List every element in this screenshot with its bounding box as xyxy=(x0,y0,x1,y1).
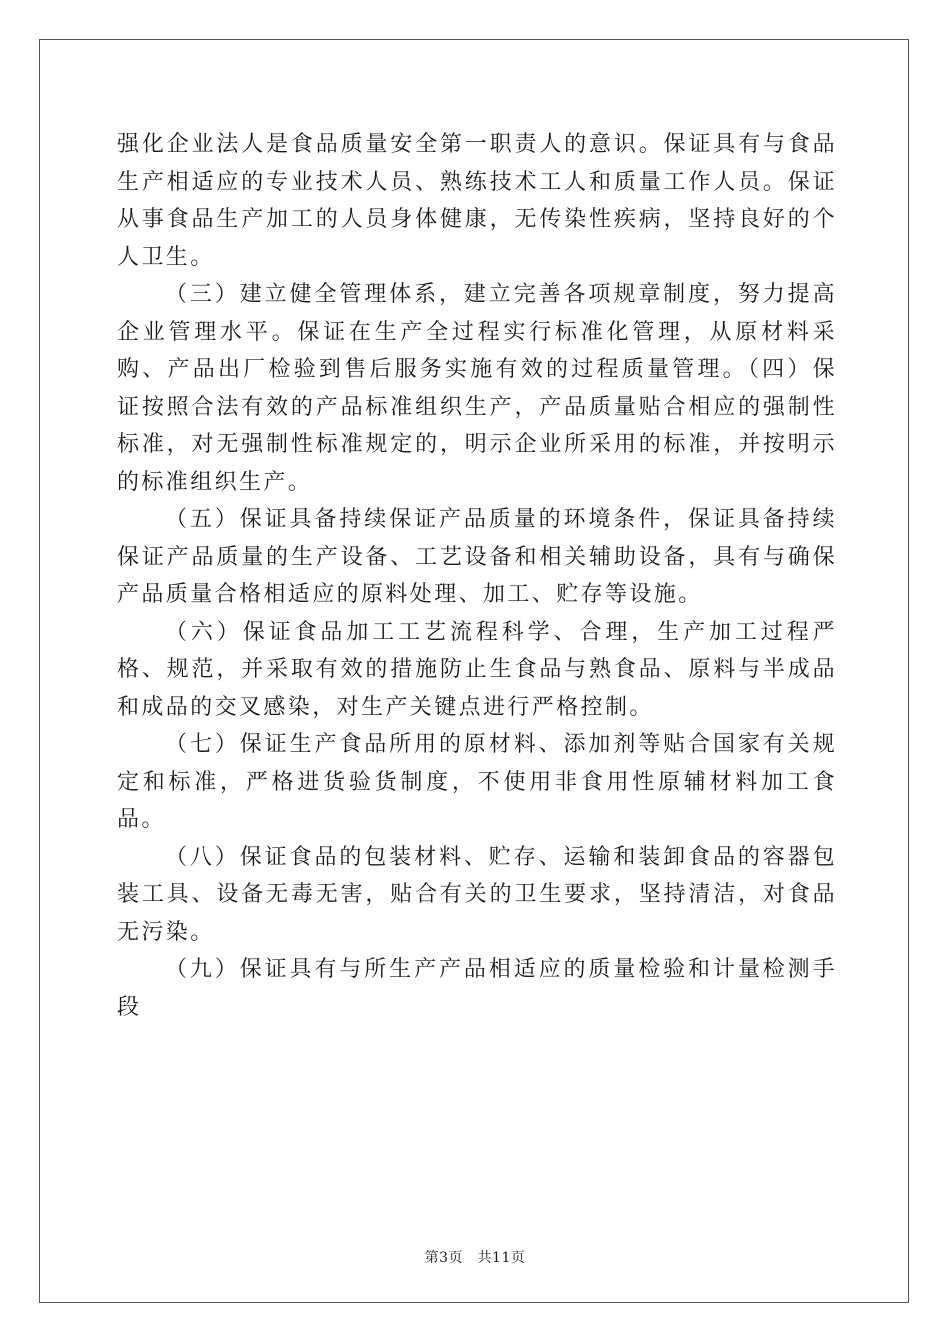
paragraph-section-9: （九）保证具有与所生产产品相适应的质量检验和计量检测手段 xyxy=(117,957,837,1020)
paragraph-section-5: （五）保证具备持续保证产品质量的环境条件，保证具备持续保证产品质量的生产设备、工艺设备和相关辅助设备，具有与确保产品质量合格相适应的原料处理、加工、贮存等设施。 xyxy=(117,507,837,607)
paragraph-section-3-4: （三）建立健全管理体系，建立完善各项规章制度，努力提高企业管理水平。保证在生产全过程实行标准化管理，从原材料采购、产品出厂检验到售后服务实施有效的过程质量管理。（四）保证按照合法有效的产品标准组织生产，产品质量贴合相应的强制性标准，对无强制性标准规定的，明示企业所采用的标准，并按明示的标准组织生产。 xyxy=(117,282,837,495)
paragraph-section-7: （七）保证生产食品所用的原材料、添加剂等贴合国家有关规定和标准，严格进货验货制度，不使用非食用性原辅材料加工食品。 xyxy=(117,732,837,832)
paragraph-section-6: （六）保证食品加工工艺流程科学、合理，生产加工过程严格、规范，并采取有效的措施防止生食品与熟食品、原料与半成品和成品的交叉感染，对生产关键点进行严格控制。 xyxy=(117,619,837,720)
paragraph-continuation: 强化企业法人是食品质量安全第一职责人的意识。保证具有与食品生产相适应的专业技术人员、熟练技术工人和质量工作人员。保证从事食品生产加工的人员身体健康，无传染性疾病，坚持良好的个人卫生。 xyxy=(117,132,837,270)
document-body xyxy=(117,126,837,1026)
page-number-footer: 第3页 共11页 xyxy=(424,1250,526,1266)
paragraph-section-8: （八）保证食品的包装材料、贮存、运输和装卸食品的容器包装工具、设备无毒无害，贴合有关的卫生要求，坚持清洁，对食品无污染。 xyxy=(117,844,837,945)
